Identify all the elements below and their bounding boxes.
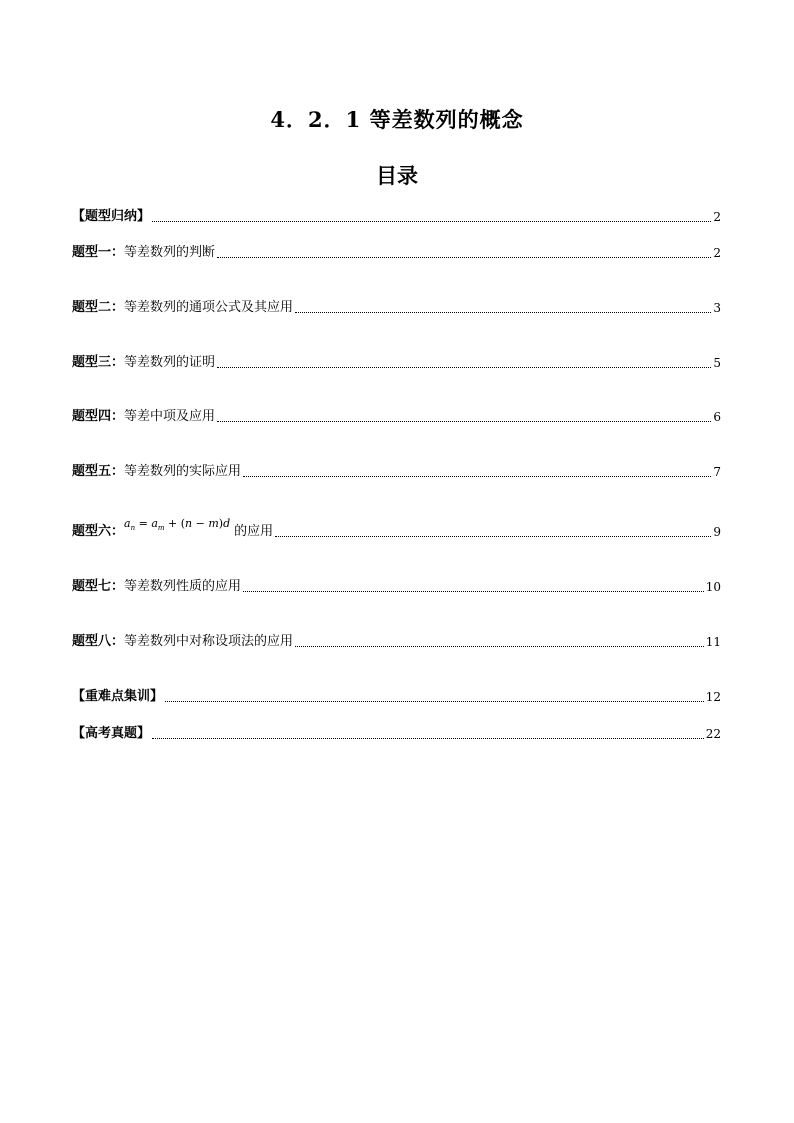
- toc-entry-type-3[interactable]: [72, 354, 721, 372]
- toc-page-number: 5: [713, 356, 721, 370]
- toc-entry-text: 等差数列的判断: [124, 245, 216, 260]
- toc-entry-prefix: 题型六：: [72, 524, 125, 539]
- toc-leader-dots: [275, 535, 711, 537]
- toc-page-number: 2: [713, 210, 721, 224]
- toc-page-number: 7: [713, 465, 721, 479]
- toc-entry-prefix: 题型四：: [72, 409, 125, 424]
- toc-entry-prefix: 题型三：: [72, 355, 125, 370]
- toc-entry-text: 的应用: [234, 524, 274, 539]
- toc-page-number: 9: [713, 525, 721, 539]
- toc-entry-label: [72, 633, 293, 651]
- toc-page-number: 6: [713, 410, 721, 424]
- toc-leader-dots: [152, 737, 704, 739]
- toc-leader-dots: [243, 475, 711, 477]
- toc-leader-dots: [217, 256, 711, 258]
- toc-entry-label: 【高考真题】: [72, 726, 151, 741]
- toc-entry-prefix: 题型五：: [72, 464, 125, 479]
- document-title: 4．2．1 等差数列的概念: [270, 107, 524, 132]
- toc-entry-prefix: 题型七：: [72, 579, 125, 594]
- toc-leader-dots: [217, 420, 711, 422]
- toc-entry-label: [72, 408, 215, 426]
- toc-page-number: 11: [705, 635, 721, 649]
- toc-entry-key-difficult-training[interactable]: [72, 688, 721, 706]
- toc-entry-prefix: 题型一：: [72, 245, 125, 260]
- toc-entry-label: 【重难点集训】: [72, 689, 164, 704]
- toc-entry-type-2[interactable]: [72, 299, 721, 317]
- toc-page-number: 10: [705, 580, 721, 594]
- toc-entry-question-types[interactable]: [72, 208, 721, 226]
- toc-entry-type-7[interactable]: [72, 578, 721, 596]
- toc-entry-label: [72, 244, 215, 262]
- toc-entry-text: 等差数列的证明: [124, 355, 216, 370]
- toc-page-number: 2: [713, 246, 721, 260]
- formula-general-term: $a_n = a_m + (n - m)d$: [124, 516, 231, 532]
- toc-leader-dots: [243, 590, 704, 592]
- toc-page-number: 22: [705, 727, 721, 741]
- toc-leader-dots: [165, 700, 704, 702]
- toc-entry-label: [72, 299, 293, 317]
- toc-entry-label: [72, 578, 241, 596]
- toc-page-number: 12: [705, 690, 721, 704]
- toc-entry-label: 【题型归纳】: [72, 209, 151, 224]
- toc-entry-prefix: 题型八：: [72, 634, 125, 649]
- toc-leader-dots: [152, 220, 711, 222]
- toc-page-number: 3: [713, 301, 721, 315]
- toc-leader-dots: [295, 645, 704, 647]
- toc-entry-text: 等差数列中对称设项法的应用: [124, 634, 294, 649]
- toc-entry-type-8[interactable]: [72, 633, 721, 651]
- toc-entry-text: 等差数列性质的应用: [124, 579, 242, 594]
- toc-entry-label: [72, 463, 241, 481]
- toc-entry-text: 等差中项及应用: [124, 409, 216, 424]
- toc-entry-label: [72, 516, 274, 541]
- toc-entry-prefix: 题型二：: [72, 300, 125, 315]
- toc-entry-type-4[interactable]: [72, 408, 721, 426]
- toc-entry-label: [72, 354, 215, 372]
- toc-entry-type-6[interactable]: [72, 516, 721, 541]
- toc-entry-text: 等差数列的通项公式及其应用: [124, 300, 294, 315]
- toc-heading: 目录: [376, 164, 418, 188]
- toc-entry-gaokao-questions[interactable]: [72, 725, 721, 743]
- toc-entry-type-5[interactable]: [72, 463, 721, 481]
- toc-leader-dots: [217, 366, 711, 368]
- toc-entry-text: 等差数列的实际应用: [124, 464, 242, 479]
- toc-leader-dots: [295, 311, 711, 313]
- toc-entry-type-1[interactable]: [72, 244, 721, 262]
